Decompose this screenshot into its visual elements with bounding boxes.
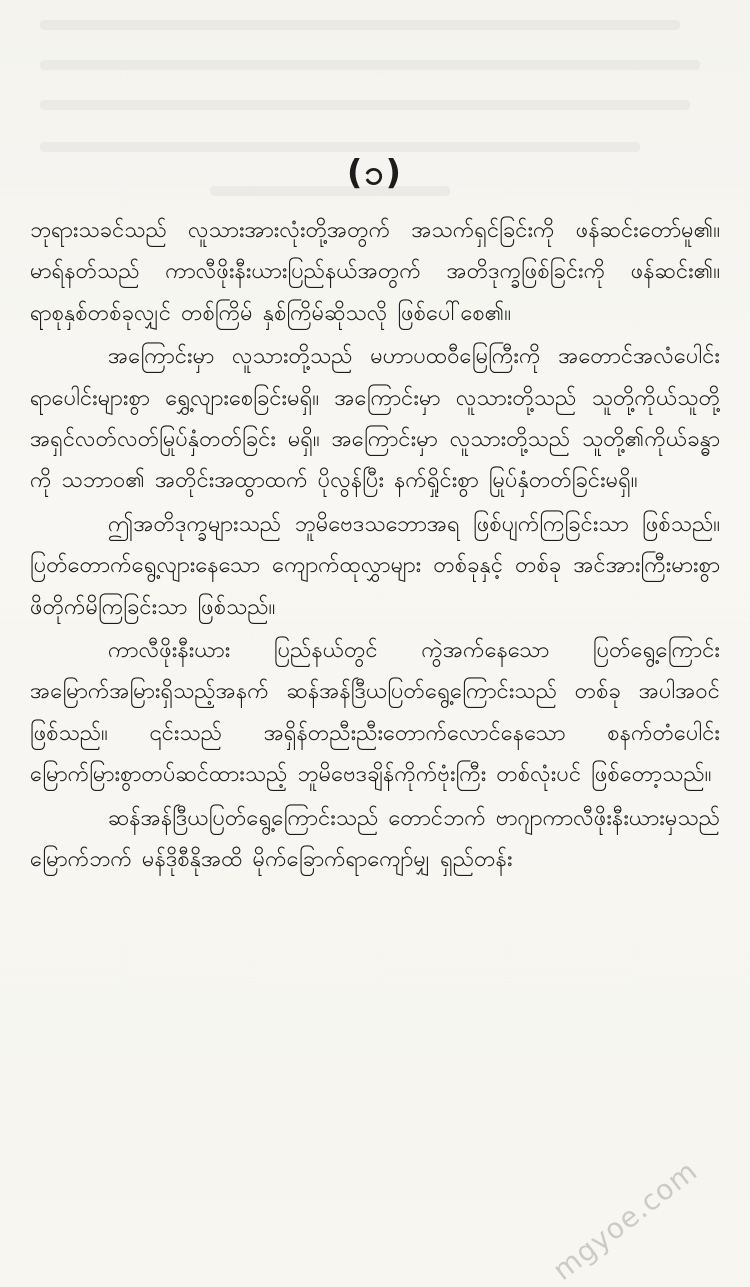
paragraph: ကာလီဖိုးနီးယား ပြည်နယ်တွင် ကွဲအက်နေသော ပြတ်ရွေ့ကြောင်း အမြောက်အမြားရှိသည့်အနက် ဆန်အန်ဒြီယပြတ်ရွေ့ကြောင်းသည် တစ်ခု အပါအဝင် ဖြစ်သည်။ ၎င်းသည် အရှိန်တညီးညီးတောက်လောင်နေသော စနက်တံပေါင်း မြောက်မြားစွာတပ်ဆင်ထားသည့် ဘူမိဗေဒချိန်ကိုက်ဗုံးကြီး တစ်လုံးပင် ဖြစ်တော့သည်။: [30, 638, 720, 788]
paragraph: ဆန်အန်ဒြီယပြတ်ရွေ့ကြောင်းသည် တောင်ဘက် ဗာဂျာကာလီဖိုးနီးယားမှသည် မြောက်ဘက် မန်ဒိုစီနိုအထိ မိုက်ခြောက်ရာကျော်မျှ ရှည်တန်း: [30, 805, 720, 873]
bleed-through-line: [40, 60, 700, 70]
bleed-through-line: [40, 20, 680, 30]
bleed-through-line: [40, 100, 690, 110]
chapter-number: (၁): [346, 153, 404, 193]
paragraph: အကြောင်းမှာ လူသားတို့သည် မဟာပထဝီမြေကြီးကို အတောင်အလံပေါင်း ရာပေါင်းများစွာ ရွှေ့လျားစေခြင်းမရှိ။ အကြောင်းမှာ လူသားတို့သည် သူတို့ကိုယ်သူတို့ အရှင်လတ်လတ်မြုပ်နှံတတ်ခြင်း မရှိ။ အကြောင်းမှာ လူသားတို့သည် သူတို့၏ကိုယ်ခန္ဓာကို သဘာဝ၏ အတိုင်းအထွာထက် ပိုလွန်ပြီး နက်ရှိုင်းစွာ မြုပ်နှံတတ်ခြင်းမရှိ။: [30, 344, 720, 494]
paragraph: ဘုရားသခင်သည် လူသားအားလုံးတို့အတွက် အသက်ရှင်ခြင်းကို ဖန်ဆင်းတော်မူ၏။ မာရ်နတ်သည် ကာလီဖိုးနီးယားပြည်နယ်အတွက် အတိဒုက္ခဖြစ်ခြင်းကို ဖန်ဆင်း၏။ ရာစုနှစ်တစ်ခုလျှင် တစ်ကြိမ် နှစ်ကြိမ်ဆိုသလို ဖြစ်ပေါ်စေ၏။: [30, 218, 720, 326]
watermark: mgyoe.com: [546, 1153, 704, 1287]
paragraph: ဤအတိဒုက္ခများသည် ဘူမိဗေဒသဘောအရ ဖြစ်ပျက်ကြခြင်းသာ ဖြစ်သည်။ ပြတ်တောက်ရွေ့လျားနေသော ကျောက်ထုလွှာများ တစ်ခုနှင့် တစ်ခု အင်အားကြီးမားစွာ ဖိတိုက်မိကြခြင်းသာ ဖြစ်သည်။: [30, 511, 720, 620]
body-text: [30, 210, 720, 883]
